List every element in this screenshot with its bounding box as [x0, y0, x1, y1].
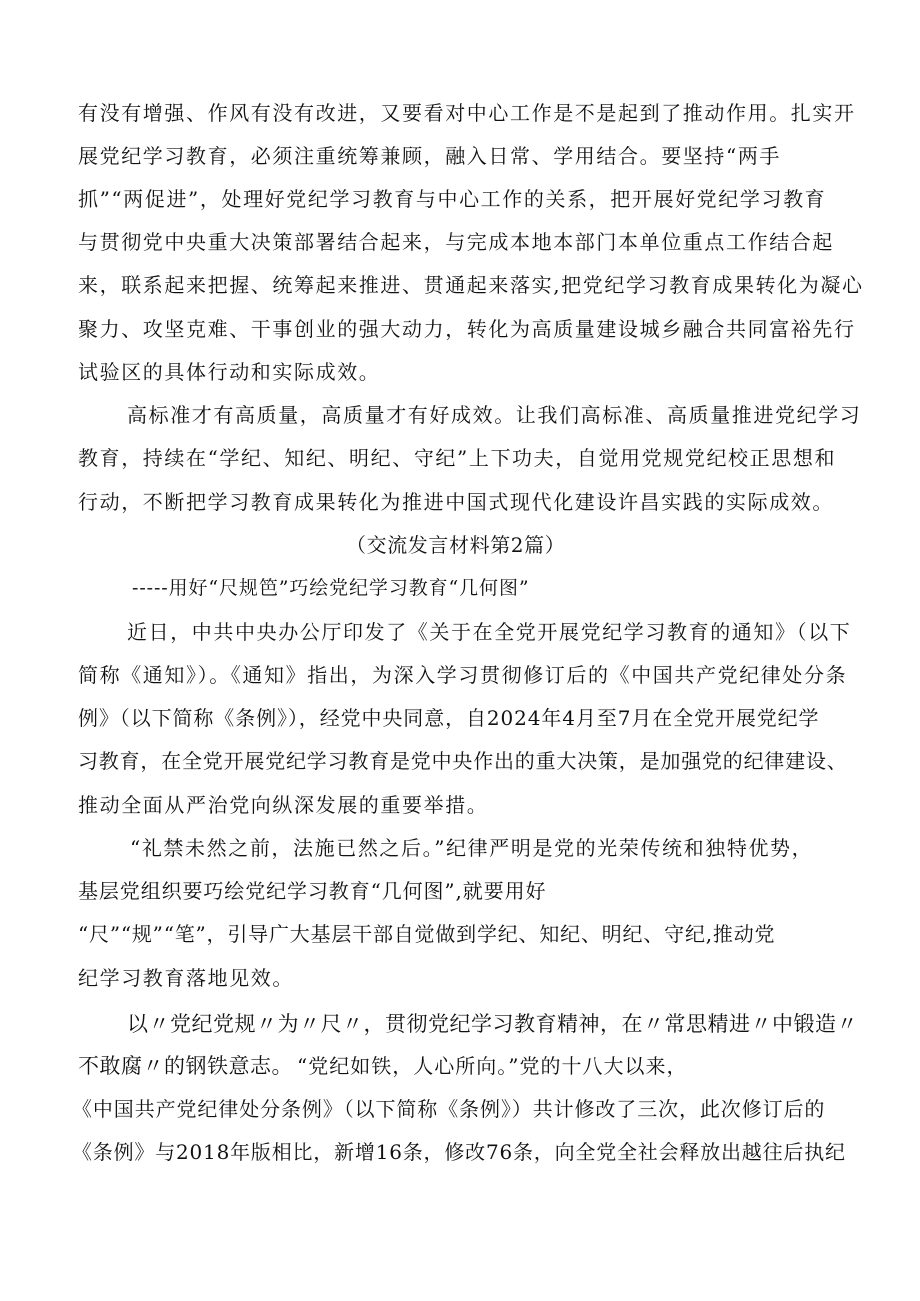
- paragraph-first-line: 近日，中共中央办公厅印发了《关于在全党开展党纪学习教育的通知》（以下: [127, 620, 852, 644]
- body-text-line: 习教育，在全党开展党纪学习教育是党中央作出的重大决策，是加强党的纪律建设、: [78, 749, 848, 773]
- body-text-line: 试验区的具体行动和实际成效。: [78, 360, 381, 384]
- body-text-line: 《中国共产党纪律处分条例》（以下简称《条例》）共计修改了三次，此次修订后的: [72, 1097, 826, 1121]
- body-text-line: 来，联系起来把握、统筹起来推进、贯通起来落实,把党纪学习教育成果转化为凝心: [78, 273, 864, 297]
- subtitle: -----用好“尺规笆”巧绘党纪学习教育“几何图”: [132, 577, 530, 599]
- body-text-line: 展党纪学习教育，必须注重统筹兼顾，融入日常、学用结合。要坚持“两手: [78, 144, 782, 168]
- body-text-line: “党纪如铁，人心所向。”党的十八大以来，: [297, 1054, 688, 1078]
- bold-heading-line: 以〃党纪党规〃为〃尺〃，贯彻党纪学习教育精神，在〃常思精进〃中锻造〃: [127, 1012, 858, 1036]
- paragraph-first-line: “礼禁未然之前，法施已然之后。”纪律严明是党的光荣传统和独特优势，: [130, 836, 814, 860]
- body-text-line: 抓”“两促进”，处理好党纪学习教育与中心工作的关系，把开展好党纪学习教育: [78, 187, 827, 211]
- body-text-line: 与贯彻党中央重大决策部署结合起来，与完成本地本部门本单位重点工作结合起: [78, 230, 834, 254]
- body-text-line: 行动，不断把学习教育成果转化为推进中国式现代化建设许昌实践的实际成效。: [78, 490, 834, 514]
- body-text-line: 《条例》与2018年版相比，新增16条，修改76条，向全党全社会释放出越往后执纪: [72, 1140, 846, 1164]
- section-heading: （交流发言材料第2篇）: [346, 533, 566, 557]
- body-text-line: 聚力、攻坚克难、干事创业的强大动力，转化为高质量建设城乡融合共同富裕先行: [78, 317, 856, 341]
- body-text-line: “尺”“规”“笔”，引导广大基层干部自觉做到学纪、知纪、明纪、守纪,推动党: [78, 922, 776, 946]
- body-text-line: 例》（以下简称《条例》），经党中央同意，自2024年4月至7月在全党开展党纪学: [78, 706, 820, 730]
- paragraph-first-line: 高标准才有高质量，高质量才有好成效。让我们高标准、高质量推进党纪学习: [127, 403, 862, 427]
- body-text-line: 推动全面从严治党向纵深发展的重要举措。: [78, 793, 489, 817]
- body-text-line: 基层党组织要巧绘党纪学习教育“几何图”,就要用好: [78, 879, 547, 903]
- body-text-line: 有没有增强、作风有没有改进，又要看对中心工作是不是起到了推动作用。扎实开: [78, 101, 856, 125]
- body-text-line: 简称《通知》）。《通知》指出，为深入学习贯彻修订后的《中国共产党纪律处分条: [78, 663, 848, 687]
- bold-heading-line: 不敢腐〃的钢铁意志。: [78, 1054, 293, 1078]
- body-text-line: 纪学习教育落地见效。: [78, 966, 294, 990]
- body-text-line: 教育，持续在“学纪、知纪、明纪、守纪”上下功夫，自觉用党规党纪校正思想和: [78, 446, 837, 470]
